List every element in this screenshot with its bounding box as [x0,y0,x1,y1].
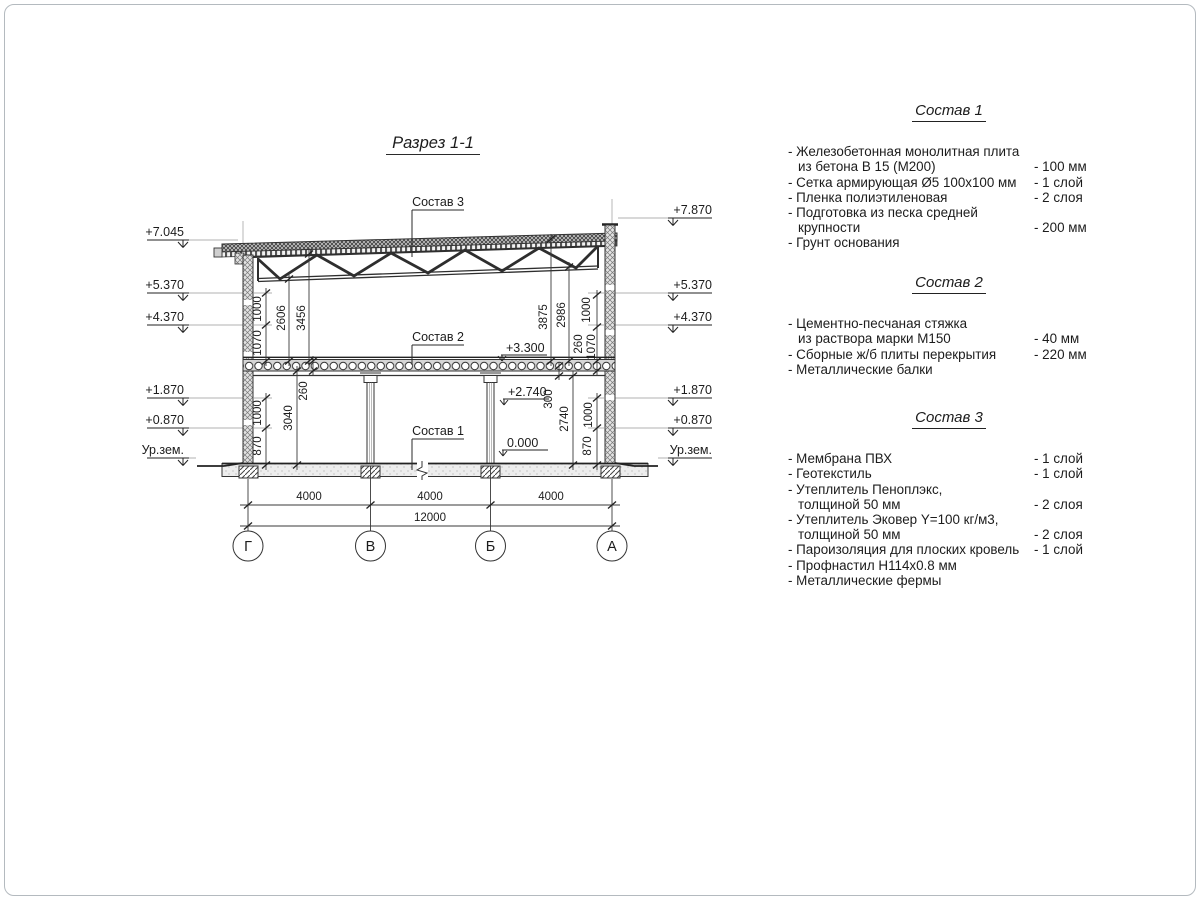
level-mark: +7.045 [145,225,184,239]
spec-line: - Цементно-песчаная стяжка [788,316,968,332]
columns [360,373,501,465]
drawing-title [386,134,480,155]
level-mark: Ур.зем. [141,443,184,457]
level-mark: +2.740 [508,385,547,399]
dim-label: 1070 [252,330,264,356]
spec-line: - Металлические фермы [788,572,942,588]
elevation-marks-right [668,203,712,466]
dim-label: 260 [573,334,585,354]
spec-item-name [788,347,1034,362]
spec-item-name [788,466,1034,481]
spec-item [788,542,1110,557]
span-dim: 4000 [296,491,322,503]
level-mark: Ур.зем. [669,443,712,457]
dim-label: 1000 [581,297,593,323]
spec-item [788,451,1110,466]
callout-sostav1: Состав 1 [412,424,464,438]
composition-callouts [412,195,464,470]
spec-line: - Металлические балки [788,361,933,377]
spec-line: - Сборные ж/б плиты перекрытия [788,346,997,362]
span-dim: 4000 [417,491,443,503]
spec-item-name [788,558,1034,573]
spec-title: Состав 2 [788,275,1110,290]
level-mark: +5.370 [673,278,712,292]
spec-item-name [788,175,1034,190]
callout-sostav3: Состав 3 [412,195,464,209]
spec-item [788,512,1110,542]
dim-label: 300 [543,389,555,409]
dim-label: 870 [582,436,594,456]
level-mark: 0.000 [507,436,539,450]
dim-label: 2740 [559,406,571,432]
foundation-pad [239,466,258,478]
level-mark: +7.870 [673,203,712,217]
roof-drip-edge [214,248,222,257]
spec-item-name [788,573,1034,588]
spec-value: - 2 слоя [1034,189,1083,205]
level-mark: +1.870 [673,383,712,397]
level-mark: +4.370 [673,310,712,324]
spec-line: - Профнастил Н114х0.8 мм [788,557,957,573]
spec-value: - 1 слой [1034,174,1083,190]
spec-item [788,205,1110,235]
spec-section-3 [788,410,1110,588]
dim-label: 1000 [252,296,264,322]
spec-line: из бетона В 15 (М200) [798,159,936,175]
spec-line: из раствора марки М150 [798,331,951,347]
spec-item [788,144,1110,174]
level-mark: +0.870 [673,413,712,427]
spec-item-name [788,512,1034,542]
dim-label: 3456 [296,305,308,331]
spec-item [788,235,1110,250]
level-mark: +4.370 [145,310,184,324]
section-drawing [0,0,780,620]
level-mark: +3.300 [506,341,545,355]
spec-item [788,316,1110,346]
spec-line: - Утеплитель Эковер Y=100 кг/м3, [788,512,999,528]
spec-item [788,362,1110,377]
spec-section-1 [788,103,1110,251]
dim-label: 3040 [283,405,295,431]
spec-value: - 220 мм [1034,346,1087,362]
dim-label: 2606 [276,305,288,331]
dim-label: 2986 [556,302,568,328]
level-mark: +1.870 [145,383,184,397]
spec-title: Состав 3 [788,410,1110,425]
right-wall [605,225,615,465]
elevation-marks-left [142,225,189,466]
spec-item [788,573,1110,588]
spec-line: - Сетка армирующая Ø5 100х100 мм [788,174,1017,190]
dim-label: 1000 [252,400,264,426]
spec-line: толщиной 50 мм [798,496,901,512]
axis-letter: Г [244,539,252,555]
spec-line: крупности [798,220,861,236]
spec-line: - Мембрана ПВХ [788,451,893,467]
foundation-pad [601,466,620,478]
spec-item-name [788,205,1034,235]
spec-line: - Железобетонная монолитная плита [788,144,1020,160]
axis-bubbles [233,531,627,561]
spec-item-name [788,235,1034,250]
spec-line: - Геотекстиль [788,466,872,482]
column-Bb [480,373,501,465]
spec-item [788,347,1110,362]
level-mark: +0.870 [145,413,184,427]
axis-letter: А [607,539,617,555]
spec-item-name [788,362,1034,377]
column-B [360,373,381,465]
spec-item-name [788,316,1034,346]
spec-item [788,175,1110,190]
spec-item [788,190,1110,205]
spec-item-name [788,190,1034,205]
spec-item-name [788,542,1034,557]
spec-line: - Пленка полиэтиленовая [788,189,948,205]
span-dim: 4000 [538,491,564,503]
dim-label: 1070 [586,334,598,360]
spec-item-name [788,451,1034,466]
spec-line: - Утеплитель Пеноплэкс, [788,481,943,497]
axis-letter: В [365,539,376,555]
horizontal-dimensions [233,466,627,561]
dim-label: 870 [252,436,264,456]
callout-sostav2: Состав 2 [412,330,464,344]
dim-label: 1000 [583,402,595,428]
spec-item [788,466,1110,481]
spec-value: - 2 слоя [1034,527,1083,543]
spec-item [788,482,1110,512]
spec-value: - 200 мм [1034,220,1087,236]
total-dim: 12000 [414,512,446,524]
spec-line: - Пароизоляция для плоских кровель [788,542,1020,558]
spec-value: - 1 слой [1034,466,1083,482]
level-mark: +5.370 [145,278,184,292]
spec-line: - Грунт основания [788,235,900,251]
spec-item-name [788,144,1034,174]
dim-label: 260 [298,381,310,401]
spec-line: - Подготовка из песка средней [788,205,978,221]
dim-label: 3875 [538,304,550,330]
spec-value: - 40 мм [1034,331,1080,347]
spec-item-name [788,482,1034,512]
spec-value: - 100 мм [1034,159,1087,175]
spec-line: толщиной 50 мм [798,527,901,543]
section-title-text: Разрез 1-1 [392,134,474,152]
spec-item [788,558,1110,573]
spec-value: - 1 слой [1034,451,1083,467]
spec-value: - 2 слоя [1034,496,1083,512]
axis-letter: Б [485,539,496,555]
spec-section-2 [788,275,1110,377]
spec-value: - 1 слой [1034,542,1083,558]
elevation-marks-inner [498,341,549,456]
spec-title: Состав 1 [788,103,1110,118]
